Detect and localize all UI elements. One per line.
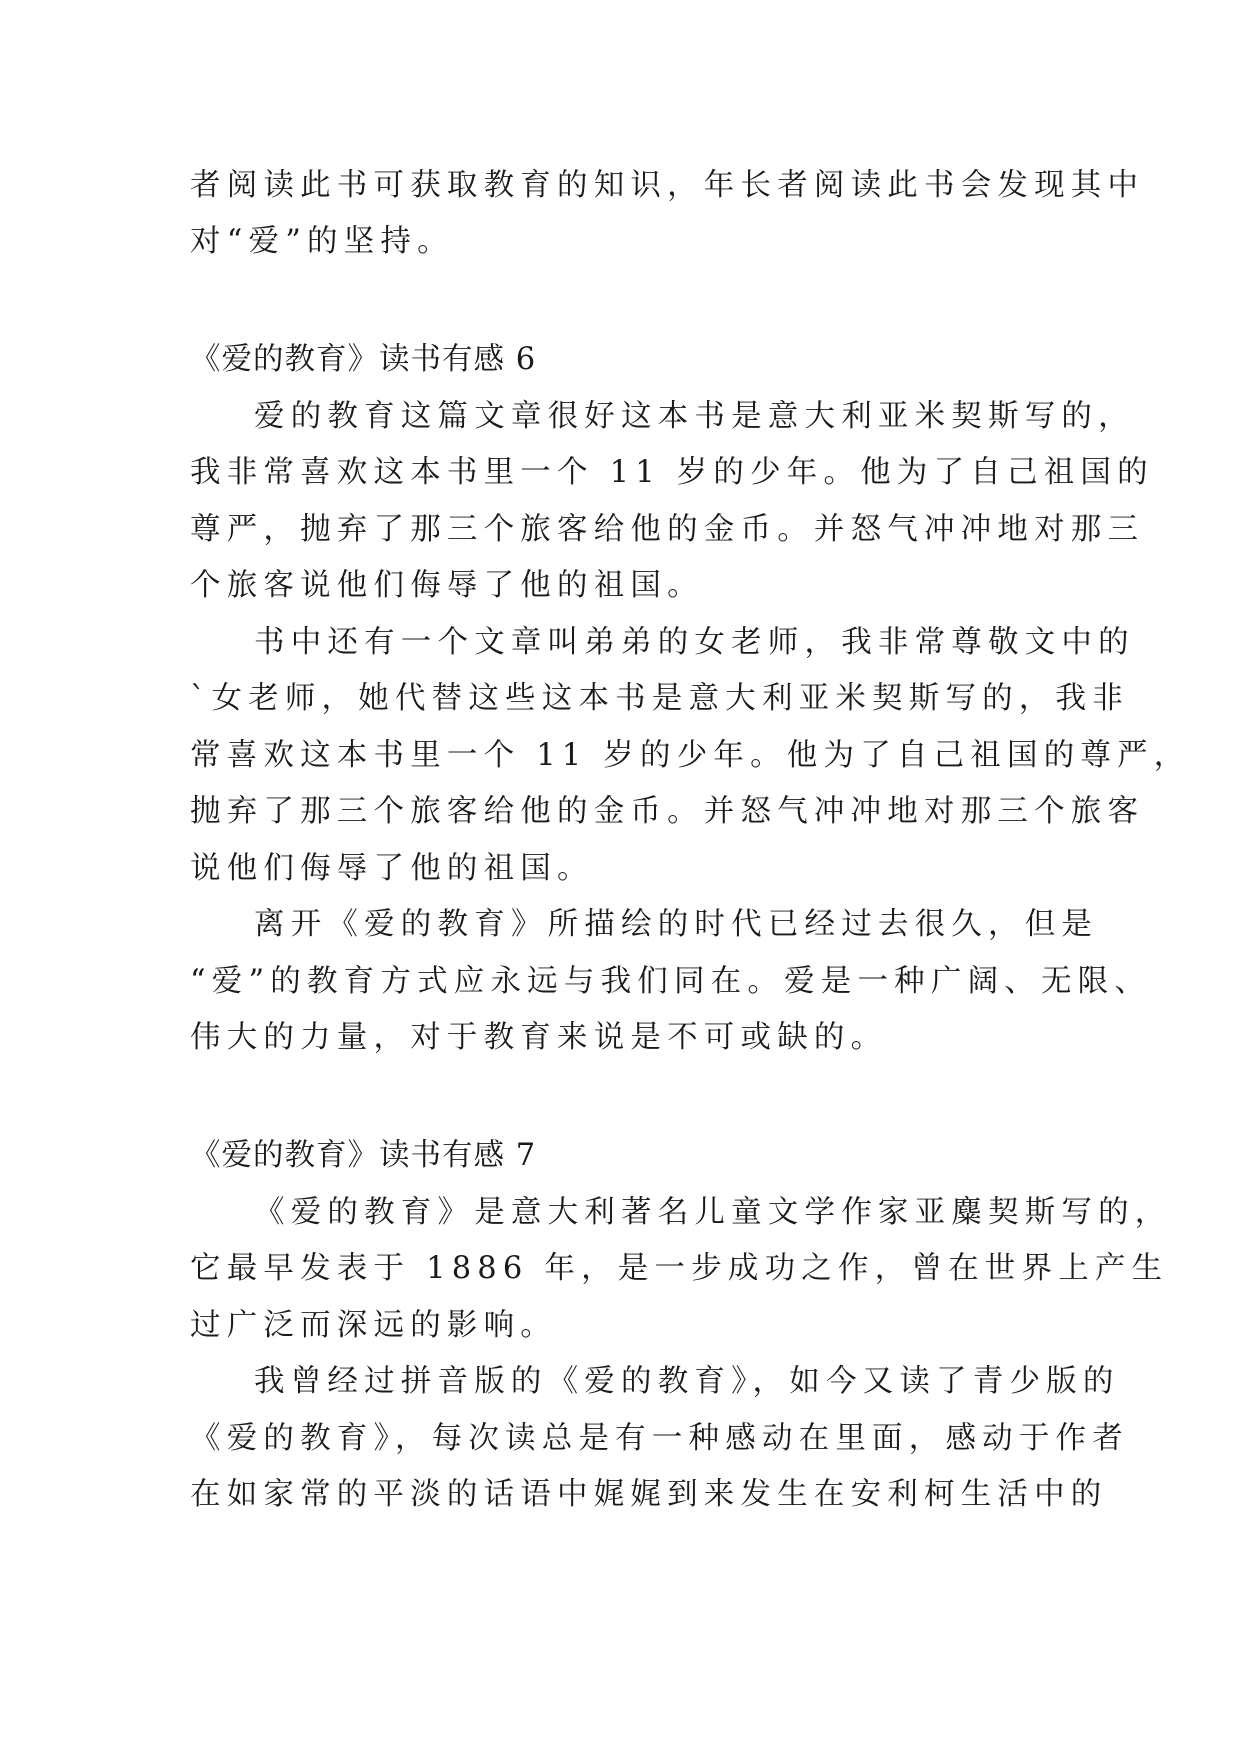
paragraph-line: 说他们侮辱了他的祖国。	[190, 851, 594, 886]
paragraph-line: 我非常喜欢这本书里一个 11 岁的少年。他为了自己祖国的	[190, 455, 1154, 490]
paragraph-line: 《爱的教育》是意大利著名儿童文学作家亚麋契斯写的，	[254, 1195, 1172, 1230]
paragraph-line: 者阅读此书可获取教育的知识，年长者阅读此书会发现其中	[190, 168, 1145, 203]
paragraph-line: 抛弃了那三个旅客给他的金币。并怒气冲冲地对那三个旅客	[190, 794, 1145, 829]
paragraph-line: 《爱的教育》，每次读总是有一种感动在里面，感动于作者	[190, 1421, 1129, 1456]
section-heading-6: 《爱的教育》读书有感 6	[190, 342, 537, 377]
paragraph-line: 在如家常的平淡的话语中娓娓到来发生在安利柯生活中的	[190, 1477, 1108, 1512]
paragraph-line: 对“爱”的坚持。	[190, 224, 454, 259]
paragraph-line: 尊严，抛弃了那三个旅客给他的金币。并怒气冲冲地对那三	[190, 512, 1145, 547]
paragraph-line: 爱的教育这篇文章很好这本书是意大利亚米契斯写的，	[254, 399, 1135, 434]
paragraph-line: 伟大的力量，对于教育来说是不可或缺的。	[190, 1020, 888, 1055]
paragraph-line: 书中还有一个文章叫弟弟的女老师，我非常尊敬文中的	[254, 625, 1135, 660]
paragraph-line: 个旅客说他们侮辱了他的祖国。	[190, 568, 704, 603]
paragraph-line: 过广泛而深远的影响。	[190, 1308, 557, 1343]
paragraph-line: “爱”的教育方式应永远与我们同在。爱是一种广阔、无限、	[190, 964, 1152, 999]
paragraph-line: `女老师，她代替这些这本书是意大利亚米契斯写的，我非	[190, 681, 1129, 716]
paragraph-line: 我曾经过拼音版的《爱的教育》，如今又读了青少版的	[254, 1364, 1120, 1399]
paragraph-line: 常喜欢这本书里一个 11 岁的少年。他为了自己祖国的尊严，	[190, 738, 1191, 773]
paragraph-line: 离开《爱的教育》所描绘的时代已经过去很久，但是	[254, 907, 1099, 942]
paragraph-line: 它最早发表于 1886 年，是一步成功之作，曾在世界上产生	[190, 1251, 1169, 1286]
section-heading-7: 《爱的教育》读书有感 7	[190, 1138, 537, 1173]
